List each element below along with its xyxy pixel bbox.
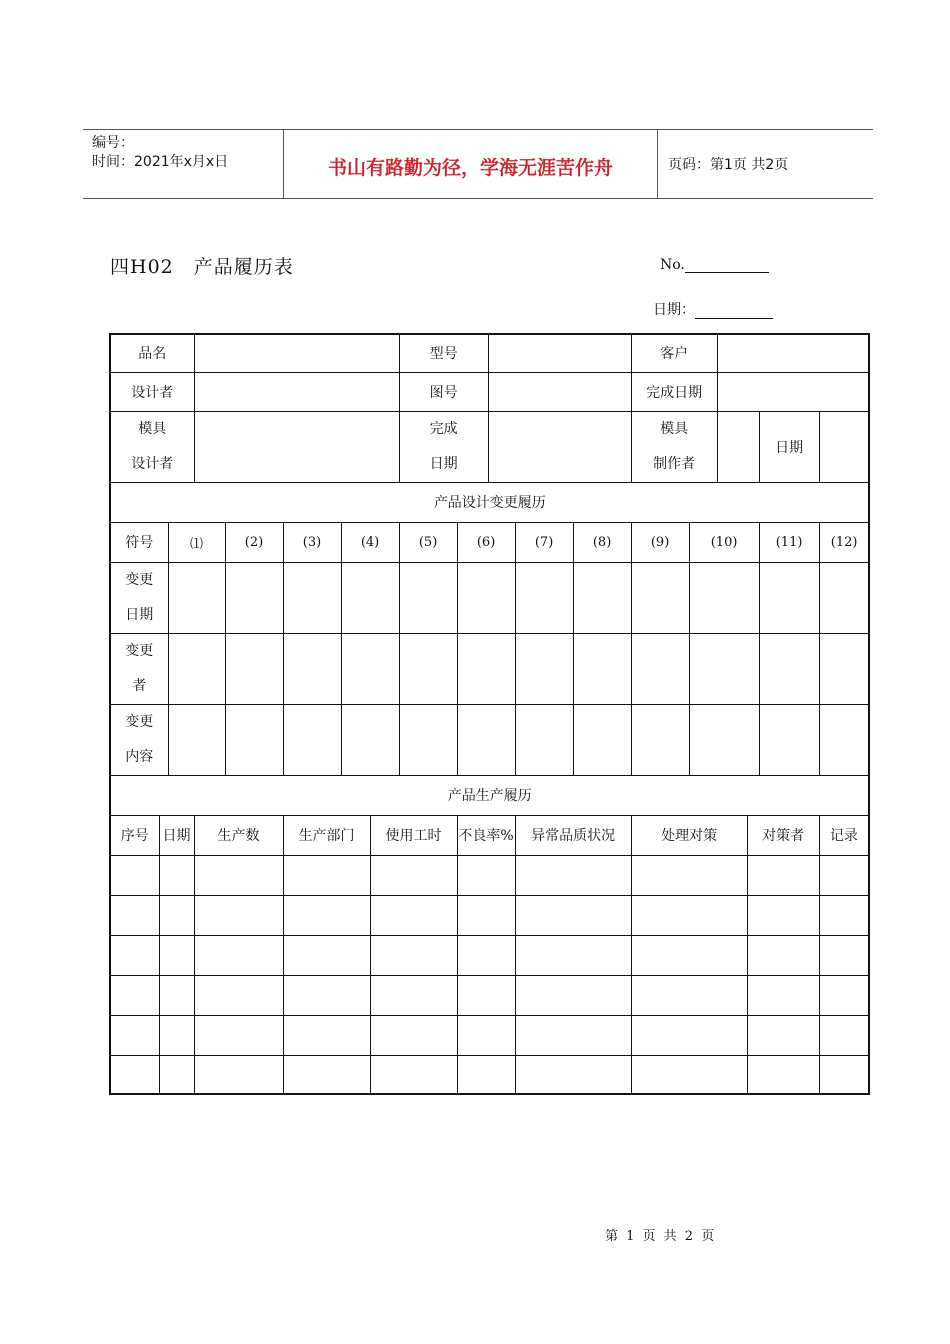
production-cell[interactable] [194,935,283,975]
mold-designer-line-1: 模具 [138,420,167,437]
production-cell[interactable] [370,895,457,935]
change-date-cell[interactable] [457,562,515,633]
production-cell[interactable] [194,975,283,1015]
col-countermeasure: 处理对策 [631,815,747,855]
info-date-label: 日期 [759,411,819,482]
change-date-cell[interactable] [689,562,759,633]
change-date-cell[interactable] [168,562,225,633]
production-cell[interactable] [747,1055,819,1094]
production-cell[interactable] [283,855,370,895]
production-row [110,855,869,895]
production-row [110,975,869,1015]
completion-date-field[interactable] [717,372,869,411]
change-content-cell[interactable] [689,704,759,775]
completion-date-label: 完成日期 [631,372,717,411]
production-cell[interactable] [110,935,159,975]
production-cell[interactable] [159,855,194,895]
change-date-cell[interactable] [631,562,689,633]
change-date-cell[interactable] [399,562,457,633]
production-cell[interactable] [819,1055,869,1094]
change-date-cell[interactable] [283,562,341,633]
designer-field[interactable] [194,372,399,411]
production-cell[interactable] [283,935,370,975]
change-date-cell[interactable] [573,562,631,633]
production-cell[interactable] [747,855,819,895]
changer-cell[interactable] [689,633,759,704]
symbol-7: (7) [515,522,573,562]
production-title: 产品生产履历 [110,775,869,815]
serial-label: 编号： [92,135,134,151]
symbol-3: (3) [283,522,341,562]
model-label: 型号 [399,334,488,372]
drawing-number-field[interactable] [488,372,631,411]
info-row-1 [110,334,869,372]
completion-line-1: 完成 [429,420,458,437]
changer-cell[interactable] [573,633,631,704]
production-cell[interactable] [819,1015,869,1055]
change-content-row [110,704,869,775]
production-cell[interactable] [110,1055,159,1094]
production-cell[interactable] [631,935,747,975]
changer-line-2: 者 [132,677,147,694]
symbol-row [110,522,869,562]
changer-line-1: 变更 [125,642,154,659]
change-content-cell[interactable] [168,704,225,775]
production-row [110,895,869,935]
symbol-11: (11) [759,522,819,562]
production-cell[interactable] [159,975,194,1015]
changer-cell[interactable] [168,633,225,704]
completion-field[interactable] [488,411,631,482]
completion-line-2: 日期 [429,455,458,472]
page-footer: 第 1 页 共 2 页 [605,1229,715,1244]
symbol-6: (6) [457,522,515,562]
product-name-label: 品名 [110,334,194,372]
change-date-cell[interactable] [341,562,399,633]
production-cell[interactable] [110,895,159,935]
production-cell[interactable] [819,855,869,895]
production-cell[interactable] [631,895,747,935]
change-content-cell[interactable] [341,704,399,775]
production-cell[interactable] [631,1015,747,1055]
production-cell[interactable] [110,1015,159,1055]
change-content-cell[interactable] [819,704,869,775]
change-content-cell[interactable] [631,704,689,775]
motto: 书山有路勤为径，学海无涯苦作舟 [284,130,658,198]
symbol-1: ⑴ [168,522,225,562]
production-cell[interactable] [515,1015,631,1055]
page-label: 页码：第1页 共2页 [668,157,789,173]
changer-cell[interactable] [515,633,573,704]
change-content-cell[interactable] [457,704,515,775]
production-row [110,935,869,975]
production-cell[interactable] [631,1055,747,1094]
production-cell[interactable] [457,975,515,1015]
production-row [110,1055,869,1094]
change-content-cell[interactable] [283,704,341,775]
production-cell[interactable] [370,1055,457,1094]
customer-field[interactable] [717,334,869,372]
production-cell[interactable] [515,855,631,895]
header-left-cell [83,130,284,198]
production-cell[interactable] [370,855,457,895]
changer-cell[interactable] [341,633,399,704]
change-content-line-1: 变更 [125,713,154,730]
drawing-number-label: 图号 [399,372,488,411]
changer-cell[interactable] [819,633,869,704]
mold-designer-field[interactable] [194,411,399,482]
col-record: 记录 [819,815,869,855]
info-date-field[interactable] [819,411,869,482]
col-quality-issue: 异常品质状况 [515,815,631,855]
production-cell[interactable] [515,1055,631,1094]
production-cell[interactable] [370,935,457,975]
product-history-table [109,333,870,1095]
production-cell[interactable] [515,975,631,1015]
production-cell[interactable] [159,935,194,975]
changer-cell[interactable] [759,633,819,704]
production-cell[interactable] [159,1055,194,1094]
col-responsible: 对策者 [747,815,819,855]
change-content-label [110,704,168,775]
change-content-cell[interactable] [759,704,819,775]
production-cell[interactable] [283,895,370,935]
production-cell[interactable] [110,855,159,895]
change-date-cell[interactable] [515,562,573,633]
date-label: 日期： [653,302,695,318]
production-cell[interactable] [457,935,515,975]
changer-cell[interactable] [225,633,283,704]
production-cell[interactable] [747,935,819,975]
production-cell[interactable] [370,1015,457,1055]
document-number [660,257,769,273]
mold-maker-line-2: 制作者 [653,455,696,472]
date-field[interactable] [695,303,773,319]
change-date-cell[interactable] [225,562,283,633]
time-label: 时间：2021年x月x日 [92,154,229,170]
symbol-10: (10) [689,522,759,562]
design-change-title-row [110,482,869,522]
info-row-2 [110,372,869,411]
page-header [83,129,873,199]
production-cell[interactable] [194,895,283,935]
symbol-2: (2) [225,522,283,562]
changer-cell[interactable] [283,633,341,704]
production-cell[interactable] [515,895,631,935]
symbol-label: 符号 [110,522,168,562]
col-date: 日期 [159,815,194,855]
completion-label [399,411,488,482]
change-date-line-2: 日期 [125,606,154,623]
model-field[interactable] [488,334,631,372]
changer-row [110,633,869,704]
production-row [110,1015,869,1055]
mold-maker-field[interactable] [717,411,759,482]
production-cell[interactable] [457,895,515,935]
production-cell[interactable] [747,1015,819,1055]
production-cell[interactable] [370,975,457,1015]
col-defect-rate: 不良率% [457,815,515,855]
production-cell[interactable] [631,975,747,1015]
designer-label: 设计者 [110,372,194,411]
change-content-line-2: 内容 [125,748,154,765]
changer-cell[interactable] [457,633,515,704]
changer-cell[interactable] [631,633,689,704]
production-cell[interactable] [283,1015,370,1055]
product-name-field[interactable] [194,334,399,372]
change-date-cell[interactable] [819,562,869,633]
symbol-9: (9) [631,522,689,562]
number-label: No. [660,257,685,273]
design-change-title: 产品设计变更履历 [110,482,869,522]
production-cell[interactable] [110,975,159,1015]
production-cell[interactable] [194,1055,283,1094]
change-date-label [110,562,168,633]
production-cell[interactable] [159,1015,194,1055]
production-cell[interactable] [194,1015,283,1055]
symbol-12: (12) [819,522,869,562]
production-cell[interactable] [194,855,283,895]
symbol-8: (8) [573,522,631,562]
col-serial-number: 序号 [110,815,159,855]
production-cell[interactable] [515,935,631,975]
symbol-5: (5) [399,522,457,562]
change-content-cell[interactable] [225,704,283,775]
col-quantity: 生产数 [194,815,283,855]
info-row-3 [110,411,869,482]
production-title-row [110,775,869,815]
mold-designer-label [110,411,194,482]
change-date-cell[interactable] [759,562,819,633]
customer-label: 客户 [631,334,717,372]
number-field[interactable] [685,257,769,273]
production-cell[interactable] [819,975,869,1015]
production-cell[interactable] [159,895,194,935]
production-cell[interactable] [457,855,515,895]
change-content-cell[interactable] [573,704,631,775]
change-content-cell[interactable] [399,704,457,775]
production-cell[interactable] [457,1015,515,1055]
mold-maker-line-1: 模具 [660,420,689,437]
document-date [653,299,773,319]
col-department: 生产部门 [283,815,370,855]
col-work-hours: 使用工时 [370,815,457,855]
mold-designer-line-2: 设计者 [131,455,174,472]
symbol-4: (4) [341,522,399,562]
production-cell[interactable] [747,975,819,1015]
production-cell[interactable] [819,935,869,975]
change-date-row [110,562,869,633]
production-cell[interactable] [457,1055,515,1094]
production-cell[interactable] [283,975,370,1015]
change-date-line-1: 变更 [125,571,154,588]
document-title: 四H02 产品履历表 [110,256,294,278]
change-content-cell[interactable] [515,704,573,775]
production-cell[interactable] [283,1055,370,1094]
production-cell[interactable] [819,895,869,935]
changer-cell[interactable] [399,633,457,704]
production-cell[interactable] [747,895,819,935]
changer-label [110,633,168,704]
production-cell[interactable] [631,855,747,895]
mold-maker-label [631,411,717,482]
production-header-row [110,815,869,855]
